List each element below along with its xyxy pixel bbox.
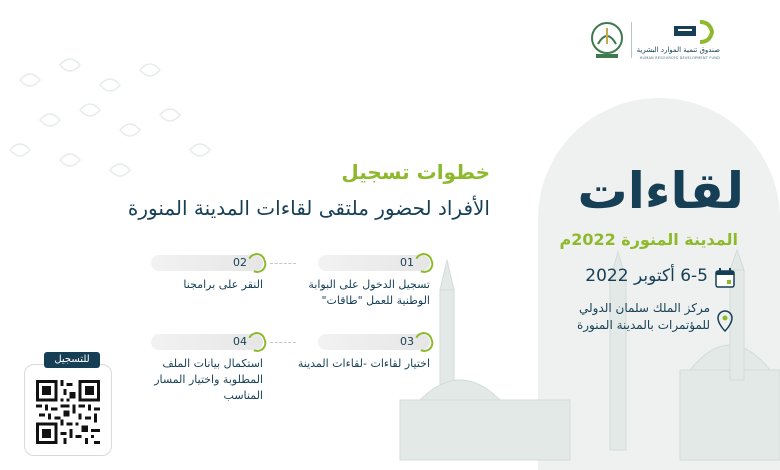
- step-number-pill: [151, 255, 263, 271]
- hrdf-logo-english-text: HUMAN RESOURCES DEVELOPMENT FUND: [639, 56, 720, 60]
- step-number-pill: [318, 255, 430, 271]
- step-text: تسجيل الدخول على البوابة الوطنية للعمل "طاقات": [308, 278, 430, 307]
- step-number-pill: [318, 334, 430, 350]
- steps-subheading: الأفراد لحضور ملتقى لقاءات المدينة المنورة: [127, 196, 490, 220]
- qr-label: للتسجيل: [44, 352, 100, 368]
- step-number: 01: [400, 256, 414, 269]
- event-location: مركز الملك سلمان الدولي للمؤتمرات بالمدينة المنورة: [576, 301, 710, 332]
- event-date: 6-5 أكتوبر 2022: [585, 266, 708, 286]
- event-location-row: [540, 300, 736, 340]
- step-pill-accent: [245, 251, 269, 276]
- steps-heading: خطوات تسجيل: [341, 160, 490, 184]
- step-number-pill: [151, 334, 263, 350]
- registration-qr-code[interactable]: [36, 380, 100, 444]
- hrdf-logo-mark-icon: [672, 20, 716, 44]
- hrdf-logo-arabic-text: صندوق تنمية الموارد البشرية: [636, 46, 720, 54]
- event-subtitle: المدينة المنورة 2022م: [559, 230, 738, 249]
- logo-divider: [631, 22, 632, 58]
- step-number: 04: [233, 335, 247, 348]
- calendar-icon: [714, 267, 736, 289]
- hrdf-logo: [636, 20, 720, 62]
- step-number: 03: [400, 335, 414, 348]
- step-connector: [270, 342, 296, 343]
- step-number: 02: [233, 256, 247, 269]
- step-pill-accent: [245, 330, 269, 355]
- event-title: لقاءات: [577, 162, 744, 220]
- step-connector: [270, 263, 296, 264]
- ministry-emblem-icon: [588, 20, 626, 60]
- step-text: النقر على برامجنا: [183, 278, 263, 291]
- step-text: اختيار لقاءات -لقاءات المدينة: [297, 357, 430, 370]
- event-date-row: [560, 266, 736, 290]
- step-text: استكمال بيانات الملف المطلوبة واختيار المسار المناسب: [154, 357, 263, 402]
- location-pin-icon: [716, 310, 734, 332]
